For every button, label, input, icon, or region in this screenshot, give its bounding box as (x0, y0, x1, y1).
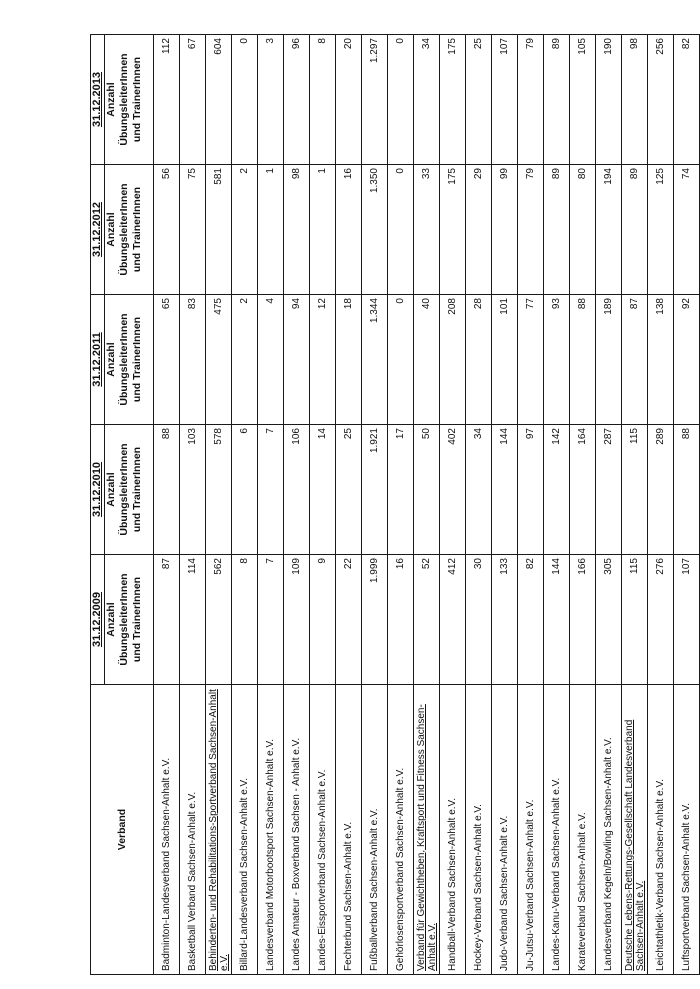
value-2009: 133 (492, 555, 518, 685)
table-row (466, 35, 492, 975)
value-2013: 8 (310, 35, 336, 165)
header-row-years (91, 35, 105, 975)
table-row (518, 35, 544, 975)
table-row (414, 35, 440, 975)
value-2011: 94 (284, 295, 310, 425)
value-2010: 34 (466, 425, 492, 555)
value-2009: 109 (284, 555, 310, 685)
subheader-line: ÜbungsleiterInnen (117, 313, 130, 406)
value-2012: 175 (440, 165, 466, 295)
value-2011: 83 (180, 295, 206, 425)
value-2009: 8 (232, 555, 258, 685)
value-2013: 3 (258, 35, 284, 165)
value-2011: 475 (206, 295, 232, 425)
value-2011: 92 (674, 295, 700, 425)
subheader-2011 (105, 295, 154, 425)
subheader-line: und TrainerInnen (130, 576, 143, 663)
value-2013: 256 (648, 35, 674, 165)
value-2011: 101 (492, 295, 518, 425)
verband-name: Behinderten- und Rehabilitations-Sportverband Sachsen-Anhalt e.V. (206, 685, 232, 975)
value-2013: 604 (206, 35, 232, 165)
value-2010: 88 (154, 425, 180, 555)
value-2009: 1.999 (362, 555, 388, 685)
subheader-line: Anzahl (105, 472, 118, 507)
value-2010: 164 (570, 425, 596, 555)
table-row (544, 35, 570, 975)
value-2013: 82 (674, 35, 700, 165)
verband-name: Karateverband Sachsen-Anhalt e.V. (570, 685, 596, 975)
value-2011: 189 (596, 295, 622, 425)
value-2009: 276 (648, 555, 674, 685)
subheader-2009 (105, 555, 154, 685)
value-2010: 97 (518, 425, 544, 555)
table-row (284, 35, 310, 975)
value-2010: 7 (258, 425, 284, 555)
table-row (232, 35, 258, 975)
subheader-2012 (105, 165, 154, 295)
value-2012: 125 (648, 165, 674, 295)
value-2011: 1.344 (362, 295, 388, 425)
value-2010: 142 (544, 425, 570, 555)
value-2009: 412 (440, 555, 466, 685)
value-2011: 28 (466, 295, 492, 425)
header-verband: Verband (91, 685, 154, 975)
value-2013: 112 (154, 35, 180, 165)
value-2012: 33 (414, 165, 440, 295)
value-2010: 17 (388, 425, 414, 555)
value-2012: 98 (284, 165, 310, 295)
value-2012: 74 (674, 165, 700, 295)
subheader-line: Anzahl (105, 602, 118, 637)
table-row (492, 35, 518, 975)
value-2013: 105 (570, 35, 596, 165)
verband-name: Landesverband Motorbootsport Sachsen-Anhalt e.V. (258, 685, 284, 975)
value-2009: 52 (414, 555, 440, 685)
value-2009: 9 (310, 555, 336, 685)
value-2011: 2 (232, 295, 258, 425)
subheader-line: ÜbungsleiterInnen (117, 573, 130, 666)
value-2010: 402 (440, 425, 466, 555)
value-2011: 87 (622, 295, 648, 425)
value-2010: 88 (674, 425, 700, 555)
value-2010: 103 (180, 425, 206, 555)
verband-name: Basketball Verband Sachsen-Anhalt e.V. (180, 685, 206, 975)
value-2010: 6 (232, 425, 258, 555)
value-2012: 56 (154, 165, 180, 295)
value-2011: 77 (518, 295, 544, 425)
value-2009: 22 (336, 555, 362, 685)
value-2010: 289 (648, 425, 674, 555)
verband-name: Badminton-Landesverband Sachsen-Anhalt e.V. (154, 685, 180, 975)
value-2013: 190 (596, 35, 622, 165)
table-row (648, 35, 674, 975)
value-2011: 40 (414, 295, 440, 425)
header-year-2009: 31.12.2009 (91, 555, 105, 685)
value-2009: 87 (154, 555, 180, 685)
value-2009: 166 (570, 555, 596, 685)
value-2011: 0 (388, 295, 414, 425)
value-2011: 4 (258, 295, 284, 425)
subheader-line: Anzahl (105, 212, 118, 247)
verband-name: Ju-Jutsu-Verband Sachsen-Anhalt e.V. (518, 685, 544, 975)
value-2011: 88 (570, 295, 596, 425)
value-2009: 82 (518, 555, 544, 685)
value-2013: 89 (544, 35, 570, 165)
header-year-2010: 31.12.2010 (91, 425, 105, 555)
value-2011: 138 (648, 295, 674, 425)
value-2010: 50 (414, 425, 440, 555)
verband-name: Landes Amateur - Boxverband Sachsen - Anhalt e.V. (284, 685, 310, 975)
value-2010: 25 (336, 425, 362, 555)
subheader-line: und TrainerInnen (130, 56, 143, 143)
value-2013: 175 (440, 35, 466, 165)
value-2013: 67 (180, 35, 206, 165)
value-2011: 208 (440, 295, 466, 425)
verband-name: Landes-Eissportverband Sachsen-Anhalt e.V. (310, 685, 336, 975)
verband-name: Fußballverband Sachsen-Anhalt e.V. (362, 685, 388, 975)
table-row (440, 35, 466, 975)
verband-name: Landes-Kanu-Verband Sachsen-Anhalt e.V. (544, 685, 570, 975)
value-2012: 16 (336, 165, 362, 295)
value-2012: 29 (466, 165, 492, 295)
value-2009: 114 (180, 555, 206, 685)
value-2011: 18 (336, 295, 362, 425)
value-2012: 1 (258, 165, 284, 295)
header-year-2011: 31.12.2011 (91, 295, 105, 425)
verband-name: Handball-Verband Sachsen-Anhalt e.V. (440, 685, 466, 975)
value-2013: 1.297 (362, 35, 388, 165)
verband-name: Landesverband Kegeln/Bowling Sachsen-Anhalt e.V. (596, 685, 622, 975)
value-2013: 98 (622, 35, 648, 165)
value-2012: 89 (544, 165, 570, 295)
subheader-line: ÜbungsleiterInnen (117, 443, 130, 536)
value-2009: 305 (596, 555, 622, 685)
subheader-line: und TrainerInnen (130, 186, 143, 273)
table-row (596, 35, 622, 975)
verband-name: Deutsche Lebens-Rettungs-Gesellschaft Landesverband Sachsen-Anhalt e.V. (622, 685, 648, 975)
value-2009: 562 (206, 555, 232, 685)
subheader-line: Anzahl (105, 342, 118, 377)
header-year-2012: 31.12.2012 (91, 165, 105, 295)
value-2012: 75 (180, 165, 206, 295)
subheader-2013 (105, 35, 154, 165)
verband-name: Verband für Gewichtheben, Kraftsport und Fitness Sachsen-Anhalt e.V. (414, 685, 440, 975)
value-2009: 16 (388, 555, 414, 685)
value-2012: 194 (596, 165, 622, 295)
value-2010: 578 (206, 425, 232, 555)
subheader-line: ÜbungsleiterInnen (117, 183, 130, 276)
subheader-2010 (105, 425, 154, 555)
trainer-count-table (90, 34, 700, 975)
verband-name: Gehörlosensportverband Sachsen-Anhalt e.V. (388, 685, 414, 975)
value-2011: 12 (310, 295, 336, 425)
value-2013: 25 (466, 35, 492, 165)
verband-name: Luftsportverband Sachsen-Anhalt e.V. (674, 685, 700, 975)
value-2010: 115 (622, 425, 648, 555)
table-row (154, 35, 180, 975)
value-2010: 106 (284, 425, 310, 555)
subheader-line: ÜbungsleiterInnen (117, 53, 130, 146)
table-row (362, 35, 388, 975)
value-2010: 1.921 (362, 425, 388, 555)
value-2012: 79 (518, 165, 544, 295)
table-row (180, 35, 206, 975)
subheader-line: und TrainerInnen (130, 446, 143, 533)
rotated-table-container (90, 35, 692, 975)
subheader-line: Anzahl (105, 82, 118, 117)
table-row (336, 35, 362, 975)
table-row (310, 35, 336, 975)
value-2011: 93 (544, 295, 570, 425)
value-2011: 65 (154, 295, 180, 425)
value-2013: 34 (414, 35, 440, 165)
value-2012: 89 (622, 165, 648, 295)
value-2009: 30 (466, 555, 492, 685)
value-2012: 99 (492, 165, 518, 295)
value-2013: 79 (518, 35, 544, 165)
value-2009: 144 (544, 555, 570, 685)
value-2012: 581 (206, 165, 232, 295)
value-2012: 80 (570, 165, 596, 295)
value-2013: 0 (388, 35, 414, 165)
table-row (206, 35, 232, 975)
subheader-line: und TrainerInnen (130, 316, 143, 403)
value-2009: 7 (258, 555, 284, 685)
table-row (388, 35, 414, 975)
value-2010: 144 (492, 425, 518, 555)
value-2013: 107 (492, 35, 518, 165)
value-2012: 1 (310, 165, 336, 295)
value-2010: 287 (596, 425, 622, 555)
verband-name: Judo-Verband Sachsen-Anhalt e.V. (492, 685, 518, 975)
value-2012: 0 (388, 165, 414, 295)
value-2013: 0 (232, 35, 258, 165)
value-2012: 2 (232, 165, 258, 295)
value-2010: 14 (310, 425, 336, 555)
table-row (570, 35, 596, 975)
value-2012: 1.350 (362, 165, 388, 295)
table-row (674, 35, 700, 975)
verband-name: Fechterbund Sachsen-Anhalt e.V. (336, 685, 362, 975)
value-2009: 115 (622, 555, 648, 685)
value-2013: 96 (284, 35, 310, 165)
table-row (258, 35, 284, 975)
table-row (622, 35, 648, 975)
value-2013: 20 (336, 35, 362, 165)
verband-name: Leichtathletik-Verband Sachsen-Anhalt e.V. (648, 685, 674, 975)
verband-name: Hockey-Verband Sachsen-Anhalt e.V. (466, 685, 492, 975)
header-year-2013: 31.12.2013 (91, 35, 105, 165)
value-2009: 107 (674, 555, 700, 685)
verband-name: Billard-Landesverband Sachsen-Anhalt e.V. (232, 685, 258, 975)
